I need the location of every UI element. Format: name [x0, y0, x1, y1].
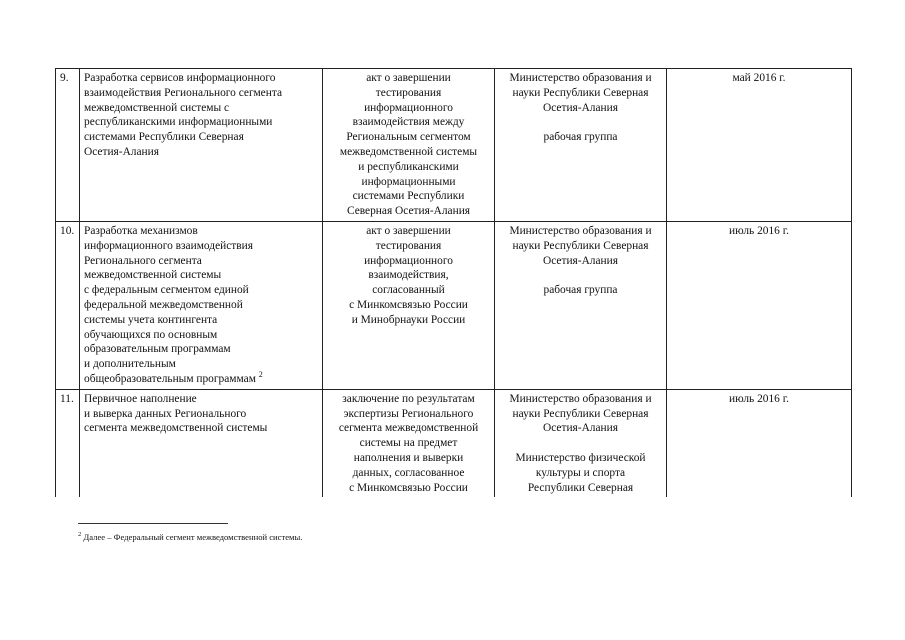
responsible-party: [495, 221, 667, 389]
work-description: [80, 221, 323, 389]
responsible-party-line: Осетия-Алания: [543, 254, 618, 267]
work-description-line: с федеральным сегментом единой: [84, 284, 249, 297]
expected-result-line: акт о завершении: [366, 224, 451, 237]
expected-result: [323, 389, 495, 497]
responsible-party-line: науки Республики Северная: [512, 407, 649, 420]
row-number: 11.: [56, 389, 80, 497]
responsible-party-line: Осетия-Алания: [543, 101, 618, 114]
responsible-party: [495, 389, 667, 497]
responsible-party-line: Министерство образования и: [509, 224, 652, 237]
work-description-line: межведомственной системы с: [84, 101, 230, 114]
plan-table: [55, 68, 852, 497]
expected-result-line: Северная Осетия-Алания: [346, 205, 471, 218]
expected-result: [323, 69, 495, 222]
expected-result-line: акт о завершении: [366, 72, 451, 84]
deadline: май 2016 г.: [667, 69, 852, 222]
work-description-line: межведомственной системы: [84, 269, 222, 282]
work-description-line: Разработка сервисов информационного: [84, 72, 276, 84]
table-row: [56, 69, 852, 222]
expected-result-line: тестирования: [375, 239, 442, 252]
responsible-party-line: рабочая группа: [543, 131, 618, 144]
expected-result-line: заключение по результатам: [342, 392, 475, 405]
responsible-party-line: [499, 436, 662, 451]
work-description-line: Первичное наполнение: [84, 392, 197, 405]
expected-result-line: согласованный: [372, 284, 445, 297]
responsible-party-line: науки Республики Северная: [512, 239, 649, 252]
responsible-party: [495, 69, 667, 222]
footnote-mark: 2: [78, 531, 82, 538]
expected-result-line: Региональным сегментом: [346, 131, 471, 144]
row-number: 10.: [56, 221, 80, 389]
work-description-line: республиканскими информационными: [84, 116, 273, 129]
plan-table-body: [56, 69, 852, 498]
work-description-line: и выверка данных Регионального: [84, 407, 247, 420]
work-description-line: системами Республики Северная: [84, 131, 244, 144]
expected-result: [323, 221, 495, 389]
table-row: [56, 389, 852, 497]
work-description-line: взаимодействия Регионального сегмента: [84, 86, 283, 99]
work-description-line: и дополнительным: [84, 358, 176, 371]
expected-result-line: системы на предмет: [359, 437, 458, 450]
expected-result-line: и республиканскими: [358, 160, 459, 173]
responsible-party-line: рабочая группа: [543, 284, 618, 297]
responsible-party-line: [499, 115, 662, 130]
footnote-rule: [78, 523, 228, 524]
work-description-line: информационного взаимодействия: [84, 239, 253, 252]
row-number: 9.: [56, 69, 80, 222]
responsible-party-line: Министерство образования и: [509, 392, 652, 405]
expected-result-line: с Минкомсвязью России: [349, 298, 468, 311]
footnote: [78, 532, 302, 542]
expected-result-line: информационного: [364, 101, 453, 114]
expected-result-line: экспертизы Регионального: [343, 407, 474, 420]
work-description: [80, 389, 323, 497]
work-description-line: Осетия-Алания: [84, 145, 159, 158]
responsible-party-line: культуры и спорта: [535, 466, 626, 479]
expected-result-line: информационного: [364, 254, 453, 267]
expected-result-line: межведомственной системы: [339, 145, 478, 158]
expected-result-line: данных, согласованное: [352, 466, 465, 479]
work-description-line: образовательным программам: [84, 343, 231, 356]
responsible-party-line: Министерство физической: [515, 451, 646, 464]
expected-result-line: взаимодействия между: [352, 116, 465, 129]
expected-result-line: наполнения и выверки: [353, 451, 464, 464]
expected-result-line: взаимодействия,: [368, 269, 449, 282]
work-description-line: Разработка механизмов: [84, 224, 198, 237]
footnote-ref: 2: [258, 369, 263, 379]
table-row: [56, 221, 852, 389]
responsible-party-line: [499, 268, 662, 283]
deadline: июль 2016 г.: [667, 221, 852, 389]
deadline: июль 2016 г.: [667, 389, 852, 497]
expected-result-line: системами Республики: [352, 190, 465, 203]
expected-result-line: информационными: [361, 175, 456, 188]
expected-result-line: с Минкомсвязью России: [349, 481, 468, 494]
expected-result-line: и Минобрнауки России: [351, 313, 466, 326]
responsible-party-line: науки Республики Северная: [512, 86, 649, 99]
expected-result-line: сегмента межведомственной: [338, 422, 479, 435]
work-description-line: системы учета контингента: [84, 313, 218, 326]
work-description-line: обучающихся по основным: [84, 328, 218, 341]
work-description-line: Регионального сегмента: [84, 254, 202, 267]
work-description-line: [84, 369, 318, 387]
work-description-line: сегмента межведомственной системы: [84, 422, 268, 435]
expected-result-line: тестирования: [375, 86, 442, 99]
work-description: [80, 69, 323, 222]
responsible-party-line: Осетия-Алания: [543, 422, 618, 435]
footnote-text: Далее – Федеральный сегмент межведомственной системы.: [83, 532, 303, 542]
work-description-line: федеральной межведомственной: [84, 298, 243, 311]
work-description-text: общеобразовательным программам: [84, 372, 256, 385]
responsible-party-line: Республики Северная: [527, 481, 634, 494]
responsible-party-line: Министерство образования и: [509, 72, 652, 84]
